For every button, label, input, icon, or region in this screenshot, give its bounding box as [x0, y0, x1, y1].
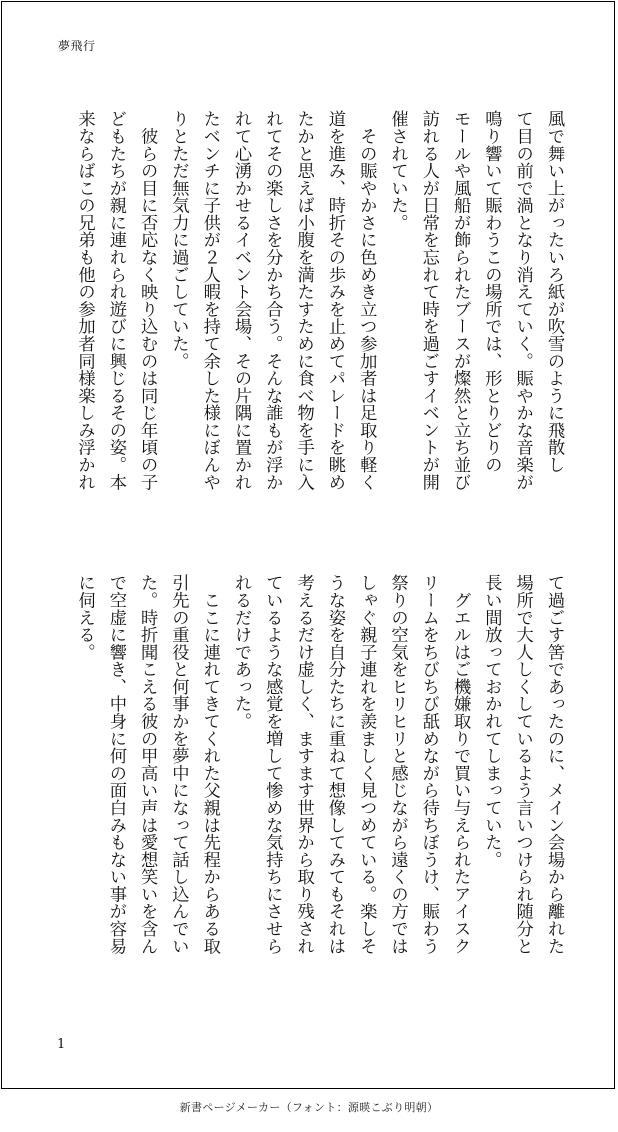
text-line: 彼らの目に否応なく映り込むのは同じ年頃の子: [137, 110, 158, 491]
text-line: ているような感覚を増して惨めな気持ちにさせら: [262, 574, 283, 955]
text-line: た。時折聞こえる彼の甲高い声は愛想笑いを含ん: [137, 574, 158, 955]
text-line: うな姿を自分たちに重ねて想像してみてもそれは: [324, 574, 345, 955]
text-line: 場所で大人しくしているよう言いつけられ随分と: [512, 574, 533, 955]
text-line: れてその楽しさを分かち合う。そんな誰もが浮か: [262, 110, 283, 491]
text-line: どもたちが親に連れられ遊びに興じるその姿。本: [105, 110, 126, 491]
text-line: たかと思えば小腹を満たすために食べ物を手に入: [293, 110, 314, 491]
text-line: で空虚に響き、中身に何の面白みもない事が容易: [105, 574, 126, 955]
page-number: 1: [57, 1037, 66, 1052]
generator-credit: 新書ページメーカー（フォント：源暎こぶり明朝）: [179, 1101, 439, 1114]
text-line: ここに連れてきてくれた父親は先程からある取: [199, 574, 220, 955]
text-line: て目の前で渦となり消えていく。賑やかな音楽が: [512, 110, 533, 491]
text-line: れるだけであった。: [231, 574, 252, 730]
text-line: 祭りの空気をヒリヒリと感じながら遠くの方では: [387, 574, 408, 955]
text-line: りとただ無気力に過ごしていた。: [168, 110, 189, 370]
text-line: たベンチに子供が２人暇を持て余した様にぼんや: [199, 110, 220, 491]
text-line: グエルはご機嫌取りで買い与えられたアイスク: [450, 574, 471, 955]
text-line: しゃぐ親子連れを羨ましく見つめている。楽しそ: [356, 574, 377, 955]
text-line: 道を進み、時折その歩みを止めてパレードを眺め: [324, 110, 345, 491]
text-line: 風で舞い上がったいろ紙が吹雪のように飛散し: [544, 110, 564, 474]
text-line: 来ならばこの兄弟も他の参加者同様楽しみ浮かれ: [74, 110, 95, 491]
text-line: て過ごす筈であったのに、メイン会場から離れた: [544, 574, 564, 955]
text-line: 催されていた。: [387, 110, 408, 232]
text-block-lower: [68, 574, 569, 1014]
text-line: その賑やかさに色めき立つ参加者は足取り軽く: [356, 110, 377, 491]
running-header-title: 夢飛行: [58, 39, 96, 53]
text-line: モールや風船が飾られたブースが燦然と立ち並び: [450, 110, 471, 491]
text-line: リームをちびちび舐めながら待ちぼうけ、賑わう: [418, 574, 439, 955]
text-block-upper: [68, 110, 569, 550]
text-line: 長い間放っておかれてしまっていた。: [481, 574, 502, 868]
text-line: 引先の重役と何事かを夢中になって話し込んでい: [168, 574, 189, 955]
text-line: 訪れる人が日常を忘れて時を過ごすイベントが開: [418, 110, 439, 491]
book-page: [1, 1, 615, 1089]
text-line: に伺える。: [74, 574, 95, 661]
text-line: 鳴り響いて賑わうこの場所では、形とりどりの: [481, 110, 502, 474]
text-line: 考えるだけ虚しく、ますます世界から取り残され: [293, 574, 314, 955]
text-line: れて心湧かせるイベント会場、その片隅に置かれ: [231, 110, 252, 491]
